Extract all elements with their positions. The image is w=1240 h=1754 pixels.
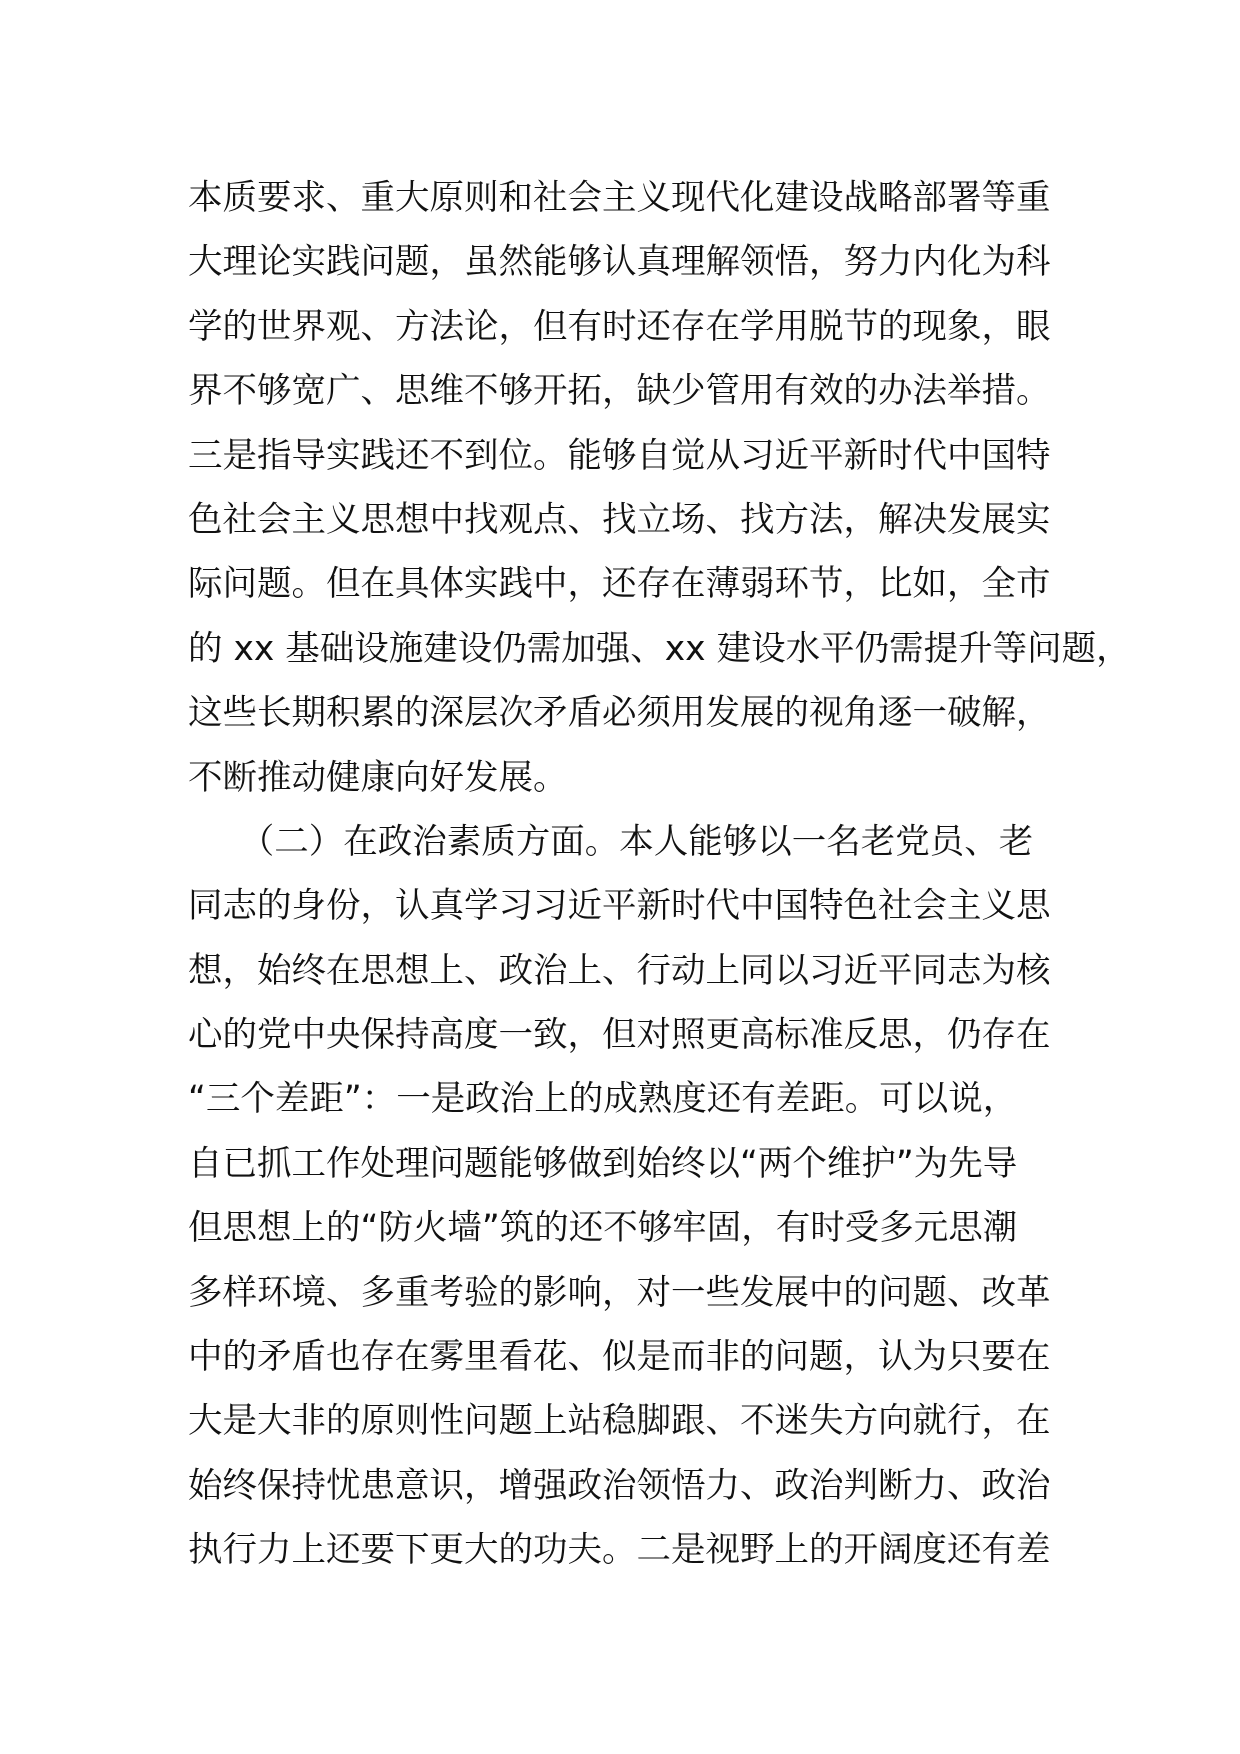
text-line: 这些长期积累的深层次矛盾必须用发展的视角逐一破解， xyxy=(188,693,1051,734)
text-line: “三个差距”：一是政治上的成熟度还有差距。可以说， xyxy=(188,1079,1018,1120)
text-line: 的 xx 基础设施建设仍需加强、xx 建设水平仍需提升等问题， xyxy=(188,628,1131,669)
text-line: 本质要求、重大原则和社会主义现代化建设战略部署等重 xyxy=(188,178,1051,218)
text-line: 想，始终在思想上、政治上、行动上同以习近平同志为核 xyxy=(188,950,1051,991)
text-line: 执行力上还要下更大的功夫。二是视野上的开阔度还有差 xyxy=(188,1530,1051,1571)
body-text xyxy=(188,166,1131,1583)
text-line: 大理论实践问题，虽然能够认真理解领悟，努力内化为科 xyxy=(188,242,1051,283)
text-line: 际问题。但在具体实践中，还存在薄弱环节，比如，全市 xyxy=(188,564,1051,605)
text-line: 三是指导实践还不到位。能够自觉从习近平新时代中国特 xyxy=(188,435,1051,476)
text-line: 色社会主义思想中找观点、找立场、找方法，解决发展实 xyxy=(188,499,1051,540)
text-line: 学的世界观、方法论，但有时还存在学用脱节的现象，眼 xyxy=(188,306,1051,347)
text-line: 大是大非的原则性问题上站稳脚跟、不迷失方向就行，在 xyxy=(188,1401,1051,1442)
text-line: 不断推动健康向好发展。 xyxy=(188,757,568,798)
section-heading-line: （二）在政治素质方面。本人能够以一名老党员、老 xyxy=(188,821,1034,862)
text-line: 始终保持忧患意识，增强政治领悟力、政治判断力、政治 xyxy=(188,1465,1051,1506)
text-line: 中的矛盾也存在雾里看花、似是而非的问题，认为只要在 xyxy=(188,1337,1051,1378)
text-line: 心的党中央保持高度一致，但对照更高标准反思，仍存在 xyxy=(188,1015,1051,1056)
text-line: 自已抓工作处理问题能够做到始终以“两个维护”为先导 xyxy=(188,1143,1018,1184)
text-line: 但思想上的“防火墙”筑的还不够牢固，有时受多元思潮 xyxy=(188,1208,1018,1249)
text-line: 多样环境、多重考验的影响，对一些发展中的问题、改革 xyxy=(188,1272,1051,1313)
text-line: 同志的身份，认真学习习近平新时代中国特色社会主义思 xyxy=(188,886,1051,927)
text-line: 界不够宽广、思维不够开拓，缺少管用有效的办法举措。 xyxy=(188,371,1051,412)
